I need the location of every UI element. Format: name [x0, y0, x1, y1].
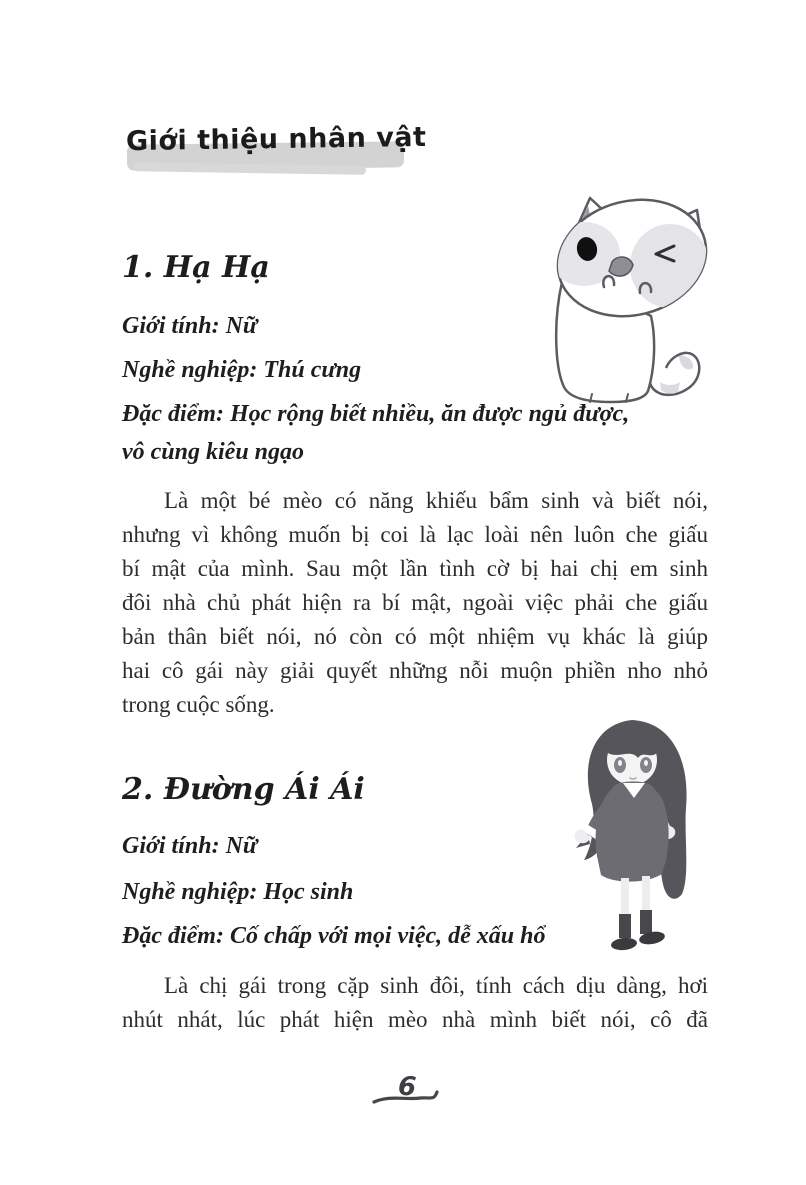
section-2-heading: 2. Đường Ái Ái: [122, 772, 365, 807]
section-1-occupation: Nghề nghiệp: Thú cưng: [122, 357, 362, 383]
girl-leg-left: [621, 878, 629, 918]
paragraph-line: đôi nhà chủ phát hiện ra bí mật, ngoài việc phải che giấu: [122, 590, 708, 615]
paragraph-line: Là một bé mèo có năng khiếu bẩm sinh và biết nói,: [164, 488, 708, 513]
paragraph-line: hai cô gái này giải quyết những nỗi muộn phiền nho nhỏ: [122, 658, 708, 683]
girl-leg-right: [642, 876, 650, 914]
section-2-gender: Giới tính: Nữ: [122, 833, 258, 859]
page-title: Giới thiệu nhân vật: [125, 121, 427, 158]
page-number: 6: [396, 1071, 418, 1103]
paragraph-line: bí mật của mình. Sau một lần tình cờ bị hai chị em sinh: [122, 556, 708, 581]
paragraph-line: nhút nhát, lúc phát hiện mèo nhà mình biết nói, cô đã: [122, 1007, 708, 1032]
section-1-traits-line-2: vô cùng kiêu ngạo: [122, 439, 305, 465]
section-1-traits-line-1: Đặc điểm: Học rộng biết nhiều, ăn được ngủ được,: [122, 401, 630, 427]
girl-dress: [596, 782, 669, 882]
girl-sock-right: [640, 910, 652, 934]
paragraph-line: bản thân biết nói, nó còn có một nhiệm vụ khác là giúp: [122, 624, 708, 649]
girl-illustration: [568, 716, 708, 954]
section-2-traits-line-1: Đặc điểm: Cố chấp với mọi việc, dễ xấu hổ: [122, 923, 546, 949]
cat-face-patch-right: [630, 224, 710, 308]
paragraph-line: nhưng vì không muốn bị coi là lạc loài nên luôn che giấu: [122, 522, 708, 547]
girl-sock-left: [619, 914, 631, 938]
cat-illustration: [548, 190, 710, 408]
paragraph-line: trong cuộc sống.: [122, 692, 275, 717]
page-number-block: [368, 1070, 446, 1114]
section-2-description: [122, 969, 708, 1037]
section-1-description: [122, 484, 708, 722]
section-2-occupation: Nghề nghiệp: Học sinh: [122, 879, 354, 905]
girl-shoe-left: [610, 937, 637, 952]
section-1-gender: Giới tính: Nữ: [122, 313, 258, 339]
paragraph-line: Là chị gái trong cặp sinh đôi, tính cách dịu dàng, hơi: [164, 973, 708, 998]
section-1-heading: 1. Hạ Hạ: [122, 250, 270, 285]
